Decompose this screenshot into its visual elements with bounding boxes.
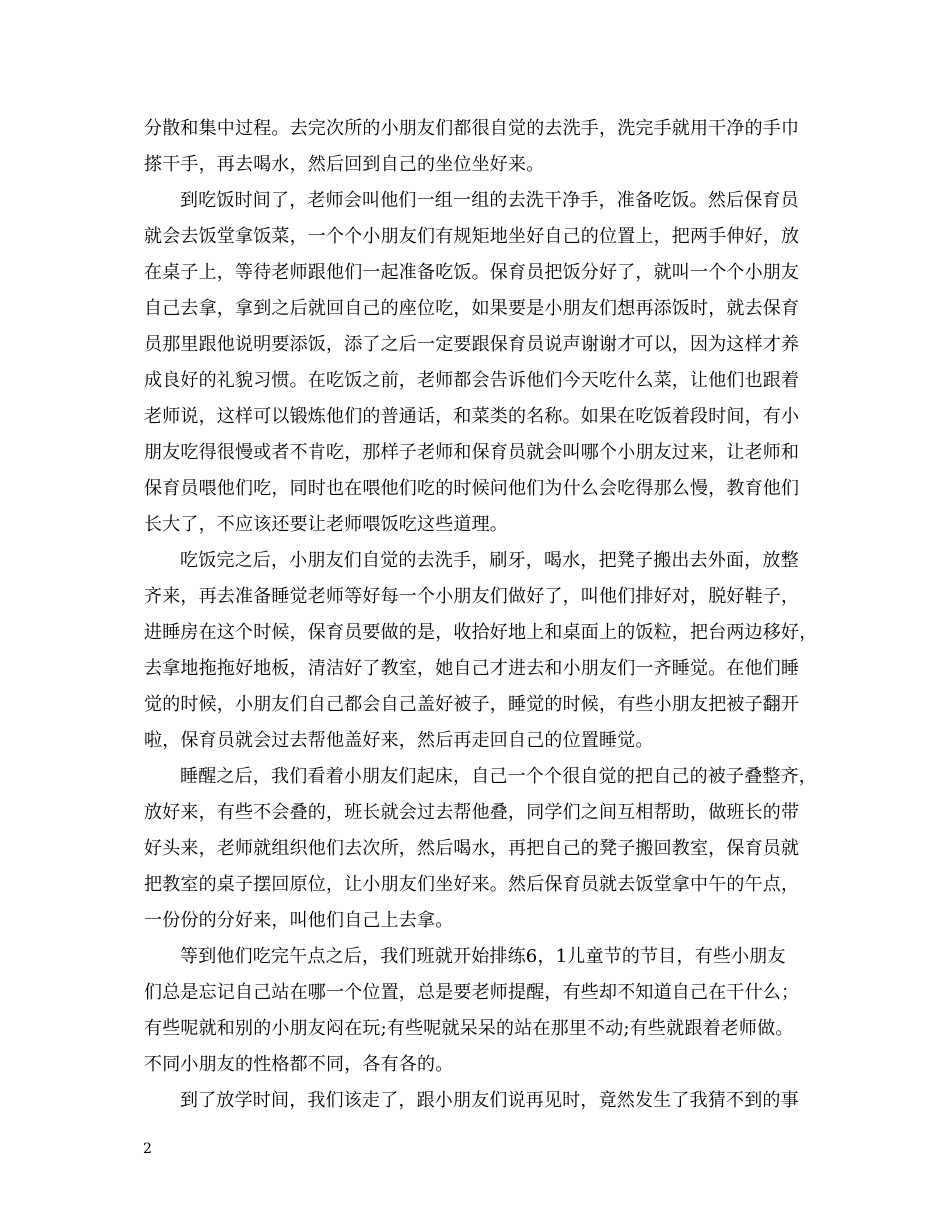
body-text-line: 在桌子上，等待老师跟他们一起准备吃饭。保育员把饭分好了，就叫一个个小朋友 bbox=[144, 262, 800, 283]
page-number: 2 bbox=[143, 1141, 152, 1157]
body-text-line: 觉的时候，小朋友们自己都会自己盖好被子，睡觉的时候，有些小朋友把被子翻开 bbox=[144, 694, 800, 715]
body-text-line: 们总是忘记自己站在哪一个位置，总是要老师提醒，有些却不知道自己在干什么； bbox=[144, 982, 800, 1003]
body-text-line: 一份份的分好来，叫他们自己上去拿。 bbox=[144, 910, 454, 931]
body-text-line: 员那里跟他说明要添饭，添了之后一定要跟保育员说声谢谢才可以，因为这样才养 bbox=[144, 334, 800, 355]
body-text-line: 到了放学时间，我们该走了，跟小朋友们说再见时，竟然发生了我猜不到的事 bbox=[180, 1090, 799, 1111]
body-text-line: 齐来，再去准备睡觉老师等好每一个小朋友们做好了，叫他们排好对，脱好鞋子， bbox=[144, 586, 800, 607]
body-text-line: 睡醒之后，我们看着小朋友们起床，自己一个个很自觉的把自己的被子叠整齐， bbox=[180, 766, 817, 787]
body-text-line: 等到他们吃完午点之后，我们班就开始排练6，1儿童节的节目，有些小朋友 bbox=[180, 946, 786, 967]
body-text-line: 不同小朋友的性格都不同，各有各的。 bbox=[144, 1054, 454, 1075]
body-text-line: 老师说，这样可以锻炼他们的普通话，和菜类的名称。如果在吃饭着段时间，有小 bbox=[144, 406, 800, 427]
body-text-line: 搽干手，再去喝水，然后回到自己的坐位坐好来。 bbox=[144, 154, 545, 175]
body-text-line: 朋友吃得很慢或者不肯吃，那样子老师和保育员就会叫哪个小朋友过来，让老师和 bbox=[144, 442, 800, 463]
body-text-line: 自己去拿，拿到之后就回自己的座位吃，如果要是小朋友们想再添饭时，就去保育 bbox=[144, 298, 800, 319]
body-text-line: 有些呢就和别的小朋友闷在玩;有些呢就呆呆的站在那里不动;有些就跟着老师做。 bbox=[144, 1018, 794, 1039]
body-text-line: 把教室的桌子摆回原位，让小朋友们坐好来。然后保育员就去饭堂拿中午的午点， bbox=[144, 874, 800, 895]
body-text-line: 好头来，老师就组织他们去次所，然后喝水，再把自己的凳子搬回教室，保育员就 bbox=[144, 838, 800, 859]
body-text-line: 保育员喂他们吃，同时也在喂他们吃的时候问他们为什么会吃得那么慢，教育他们 bbox=[144, 478, 800, 499]
body-text-line: 放好来，有些不会叠的，班长就会过去帮他叠，同学们之间互相帮助，做班长的带 bbox=[144, 802, 800, 823]
body-text-line: 去拿地拖拖好地板，清洁好了教室，她自己才进去和小朋友们一齐睡觉。在他们睡 bbox=[144, 658, 800, 679]
body-text-line: 到吃饭时间了，老师会叫他们一组一组的去洗干净手，准备吃饭。然后保育员 bbox=[180, 190, 799, 211]
body-text-line: 长大了，不应该还要让老师喂饭吃这些道理。 bbox=[144, 514, 508, 535]
body-text-line: 啦，保育员就会过去帮他盖好来，然后再走回自己的位置睡觉。 bbox=[144, 730, 654, 751]
body-text-line: 吃饭完之后，小朋友们自觉的去洗手，刷牙，喝水，把凳子搬出去外面，放整 bbox=[180, 550, 799, 571]
body-text-line: 就会去饭堂拿饭菜，一个个小朋友们有规矩地坐好自己的位置上，把两手伸好，放 bbox=[144, 226, 800, 247]
body-text-line: 分散和集中过程。去完次所的小朋友们都很自觉的去洗手，洗完手就用干净的手巾 bbox=[144, 118, 800, 139]
body-text-line: 进睡房在这个时候，保育员要做的是，收拾好地上和桌面上的饭粒，把台两边移好， bbox=[144, 622, 818, 643]
body-text-line: 成良好的礼貌习惯。在吃饭之前，老师都会告诉他们今天吃什么菜，让他们也跟着 bbox=[144, 370, 800, 391]
